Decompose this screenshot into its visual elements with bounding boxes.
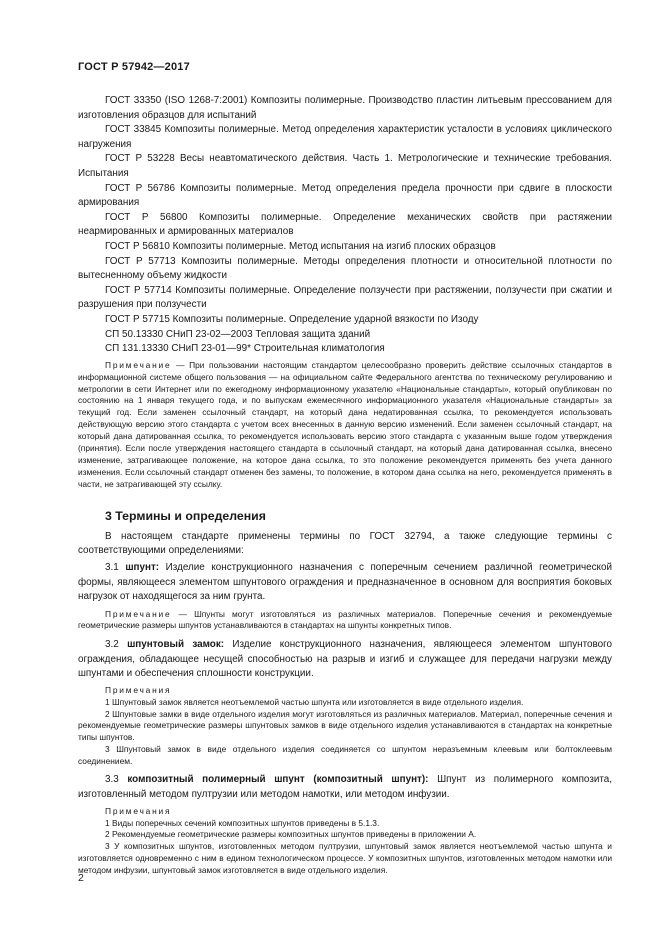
term-name: шпунт: bbox=[125, 562, 160, 574]
reference-item: ГОСТ Р 56786 Композиты полимерные. Метод определения предела прочности при сдвиге в плоскости армирования bbox=[78, 182, 612, 209]
note-label: Примечание bbox=[105, 608, 172, 619]
reference-item: СП 131.13330 СНиП 23-01—99* Строительная климатология bbox=[105, 343, 385, 355]
term-number: 3.2 bbox=[105, 639, 119, 651]
term-name: шпунтовый замок: bbox=[127, 639, 225, 651]
section-intro: В настоящем стандарте применены термины по ГОСТ 32794, а также следующие термины с соответствующими определениями: bbox=[78, 530, 612, 557]
term-definition: Шпунт из полимерного композита, изготовленный методом пултрузии или методом намотки, или методом инфузии. bbox=[78, 774, 613, 800]
reference-item: ГОСТ Р 57715 Композиты полимерные. Определение ударной вязкости по Изоду bbox=[105, 313, 479, 325]
note-text: — Шпунты могут изготовляться из различных материалов. Поперечные сечения и рекомендуемые геометрические размеры шпунтов устанавливаются в стандартах на шпунты конкретных типов. bbox=[78, 608, 613, 631]
reference-item: ГОСТ Р 56800 Композиты полимерные. Определение механических свойств при растяжении неармированных и армированных материалов bbox=[78, 211, 612, 238]
page-number: 2 bbox=[78, 872, 84, 884]
reference-item: ГОСТ Р 53228 Весы неавтоматического действия. Часть 1. Метрологические и технические требования. Испытания bbox=[78, 153, 612, 179]
term-3-3-notes bbox=[78, 806, 612, 876]
term-3-1 bbox=[78, 561, 612, 604]
term-3-2-notes bbox=[78, 685, 612, 767]
note-label: Примечание bbox=[105, 359, 172, 370]
term-3-3 bbox=[78, 773, 612, 802]
notes-label: Примечания bbox=[105, 685, 172, 696]
term-number: 3.3 bbox=[105, 774, 119, 786]
normative-references-list bbox=[78, 94, 612, 357]
note-item: 3 Шпунтовый замок в виде отдельного изделия соединяется со шпунтом неразъемным клеевым или болтоклеевым соединением. bbox=[78, 743, 612, 766]
page-content bbox=[78, 94, 612, 882]
note-item: 2 Рекомендуемые геометрические размеры композитных шпунтов приведены в приложении А. bbox=[105, 829, 477, 840]
term-definition: Изделие конструкционного назначения с поперечным сечением различной геометрической формы, являющееся элементом шпунтового ограждения и предназначенное в основном для восприятия боковых нагрузок от находящегося за ним грунта. bbox=[78, 562, 612, 603]
term-definition: Изделие конструкционного назначения, являющееся элементом шпунтового ограждения, обладающее несущей способностью на разрыв и изгиб и служащее для передачи нагрузки между шпунтами и обеспечения сплошности конструкции. bbox=[78, 639, 613, 679]
reference-item: ГОСТ Р 56810 Композиты полимерные. Метод испытания на изгиб плоских образцов bbox=[105, 240, 496, 252]
section-title: 3 Термины и определения bbox=[105, 508, 266, 523]
document-header: ГОСТ Р 57942—2017 bbox=[78, 61, 190, 73]
note-item: 2 Шпунтовые замки в виде отдельного изделия могут изготовляться из различных материалов. Материал, поперечные сечения и рекомендуемые геометрические размеры шпунтовых замков в виде отдельного изделия устанавливаются в стандартах на конкретные типы шпунтов. bbox=[78, 708, 612, 743]
reference-item: ГОСТ Р 57713 Композиты полимерные. Методы определения плотности и относительной плотности по вытесненному объему жидкости bbox=[78, 255, 612, 282]
note-item: 1 Виды поперечных сечений композитных шпунтов приведены в 5.1.3. bbox=[105, 817, 380, 828]
note-item: 1 Шпунтовый замок является неотъемлемой частью шпунта или изготовляется в виде отдельного изделия. bbox=[105, 697, 524, 708]
note-item: 3 У композитных шпунтов, изготовленных методом пултрузии, шпунтовый замок является неотъемлемой частью шпунта и изготовляется одновременно с ним в едином технологическом процессе. У композитных шпунтов, изготовленных методом намотки или методом инфузии, шпунтовый замок изготовляется в виде отдельного изделия. bbox=[78, 841, 612, 875]
term-name: композитный полимерный шпунт (композитный шпунт): bbox=[127, 774, 429, 786]
notes-label: Примечания bbox=[105, 806, 172, 817]
reference-item: ГОСТ Р 57714 Композиты полимерные. Определение ползучести при растяжении, ползучести при сжатии и разрушения при ползучести bbox=[78, 284, 612, 311]
reference-item: ГОСТ 33350 (ISO 1268-7:2001) Композиты полимерные. Производство пластин литьевым прессованием для изготовления образцов для испытаний bbox=[78, 95, 612, 121]
term-number: 3.1 bbox=[105, 562, 119, 574]
term-3-1-note bbox=[78, 609, 612, 632]
reference-item: ГОСТ 33845 Композиты полимерные. Метод определения характеристик усталости в условиях циклического нагружения bbox=[78, 124, 612, 150]
term-3-2 bbox=[78, 638, 612, 681]
reference-item: СП 50.13330 СНиП 23-02—2003 Тепловая защита зданий bbox=[105, 328, 371, 340]
references-note bbox=[78, 360, 612, 491]
note-text: — При пользовании настоящим стандартом целесообразно проверить действие ссылочных стандартов в информационной системе общего пользования — на официальном сайте Федерального агентства по техническому регулированию и метрологии в сети Интернет или по ежегодному информационному указателю «Национальные стандарты», который опубликован по состоянию на 1 января текущего года, и по выпускам ежемесячного информационного указателя «Национальные стандарты» за текущий год. Если заменен ссылочный стандарт, на который дана недатированная ссылка, то рекомендуется использовать действующую версию этого стандарта с учетом всех внесенных в данную версию изменений. Если заменен ссылочный стандарт, на который дана датированная ссылка, то рекомендуется использовать версию этого стандарта с указанным выше годом утверждения (принятия). Если после утверждения настоящего стандарта в ссылочный стандарт, на который дана датированная ссылка, внесено изменение, затрагивающее положение, на которое дана ссылка, то это положение рекомендуется применять без учета данного изменения. Если ссылочный стандарт отменен без замены, то положение, в котором дана ссылка на него, рекомендуется применять в части, не затрагивающей эту ссылку. bbox=[78, 359, 613, 489]
